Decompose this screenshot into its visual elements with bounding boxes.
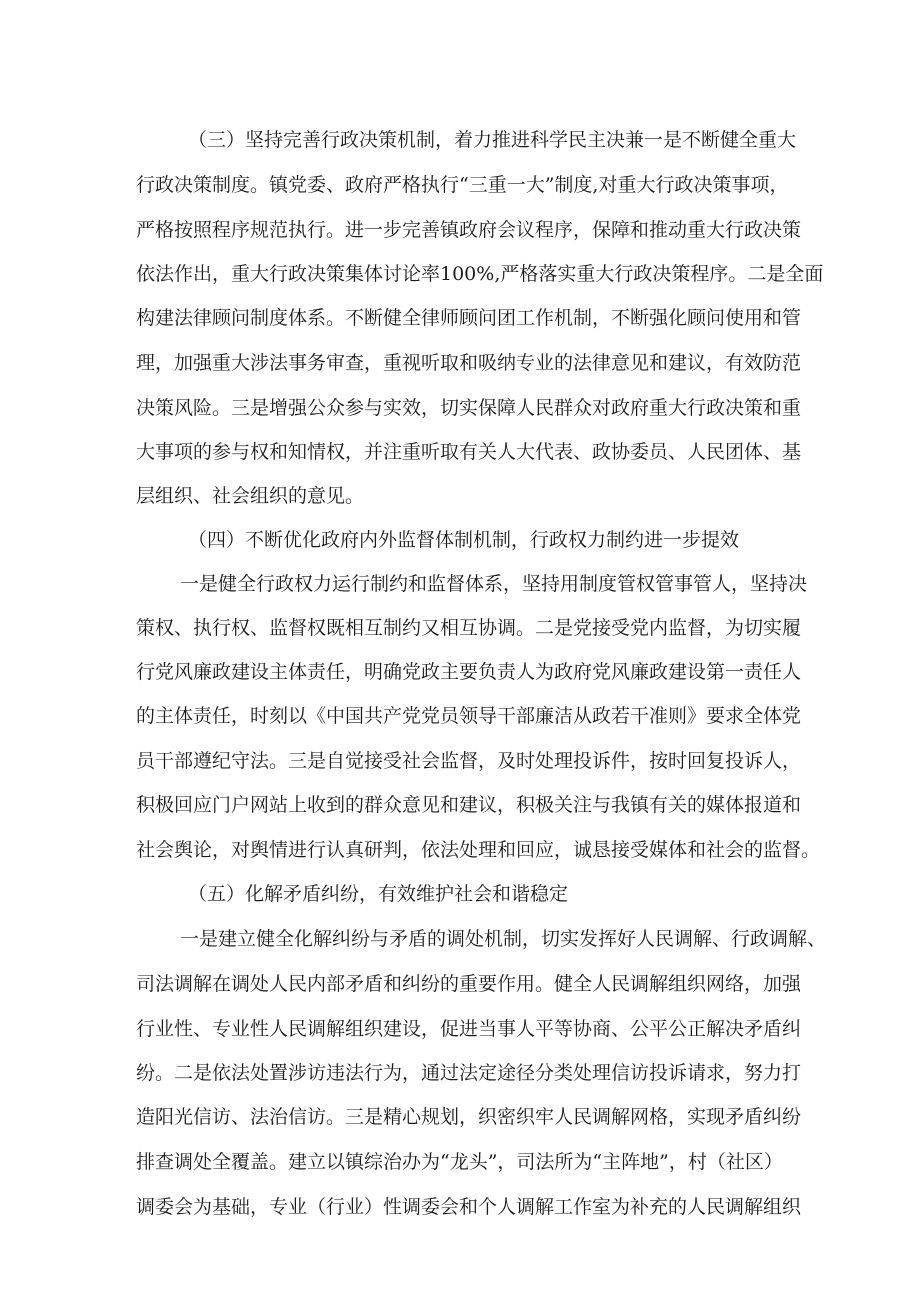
text-line: 构建法律顾问制度体系。不断健全律师顾问团工作机制，不断强化顾问使用和管 <box>136 307 802 329</box>
text-line: 行政决策制度。镇党委、政府严格执行“三重一大”制度,对重大行政决策事项， <box>136 174 789 196</box>
text-line: 员干部遵纪守法。三是自觉接受社会监督，及时处理投诉件，按时回复投诉人， <box>136 750 802 772</box>
text-line: 纷。二是依法处置涉访违法行为，通过法定途径分类处理信访投诉请求，努力打 <box>136 1062 802 1084</box>
text-line: 行党风廉政建设主体责任，明确党政主要负责人为政府党风廉政建设第一责任人 <box>136 661 802 683</box>
text-line: 司法调解在调处人民内部矛盾和纠纷的重要作用。健全人民调解组织网络，加强 <box>136 973 802 995</box>
text-line: 行业性、专业性人民调解组织建设，促进当事人平等协商、公平公正解决矛盾纠 <box>136 1018 802 1040</box>
text-line: 大事项的参与权和知情权，并注重听取有关人大代表、政协委员、人民团体、基 <box>136 441 802 463</box>
text-line: 层组织、社会组织的意见。 <box>136 485 365 507</box>
text-line: 社会舆论，对舆情进行认真研判，依法处理和回应，诚恳接受媒体和社会的监督。 <box>136 839 821 861</box>
text-line: 严格按照程序规范执行。进一步完善镇政府会议程序，保障和推动重大行政决策 <box>136 219 802 241</box>
text-line: 理，加强重大涉法事务审查，重视听取和吸纳专业的法律意见和建议，有效防范 <box>136 352 802 374</box>
text-line: 调委会为基础，专业（行业）性调委会和个人调解工作室为补充的人民调解组织 <box>136 1196 802 1218</box>
section-3-heading-line: （三）坚持完善行政决策机制，着力推进科学民主决兼一是不断健全重大 <box>188 129 797 151</box>
text-line: 一是建立健全化解纠纷与矛盾的调处机制，切实发挥好人民调解、行政调解、 <box>180 928 827 950</box>
text-line: 决策风险。三是增强公众参与实效，切实保障人民群众对政府重大行政决策和重 <box>136 397 802 419</box>
text-line: 策权、执行权、监督权既相互制约又相互协调。二是党接受党内监督，为切实履 <box>136 617 802 639</box>
section-5-heading: （五）化解矛盾纠纷，有效维护社会和谐稳定 <box>188 883 569 905</box>
text-line: 积极回应门户网站上收到的群众意见和建议，积极关注与我镇有关的媒体报道和 <box>136 794 802 816</box>
text-line: 排查调处全覆盖。建立以镇综治办为“龙头”，司法所为“主阵地”，村（社区） <box>136 1151 783 1173</box>
text-line: 造阳光信访、法治信访。三是精心规划，织密织牢人民调解网格，实现矛盾纠纷 <box>136 1106 802 1128</box>
section-4-heading: （四）不断优化政府内外监督体制机制，行政权力制约进一步提效 <box>188 529 740 551</box>
text-line: 的主体责任，时刻以《中国共产党党员领导干部廉洁从政若干准则》要求全体党 <box>136 705 802 727</box>
text-line: 一是健全行政权力运行制约和监督体系，坚持用制度管权管事管人，坚持决 <box>180 573 808 595</box>
text-line: 依法作出，重大行政决策集体讨论率100%,严格落实重大行政决策程序。二是全面 <box>136 263 824 285</box>
